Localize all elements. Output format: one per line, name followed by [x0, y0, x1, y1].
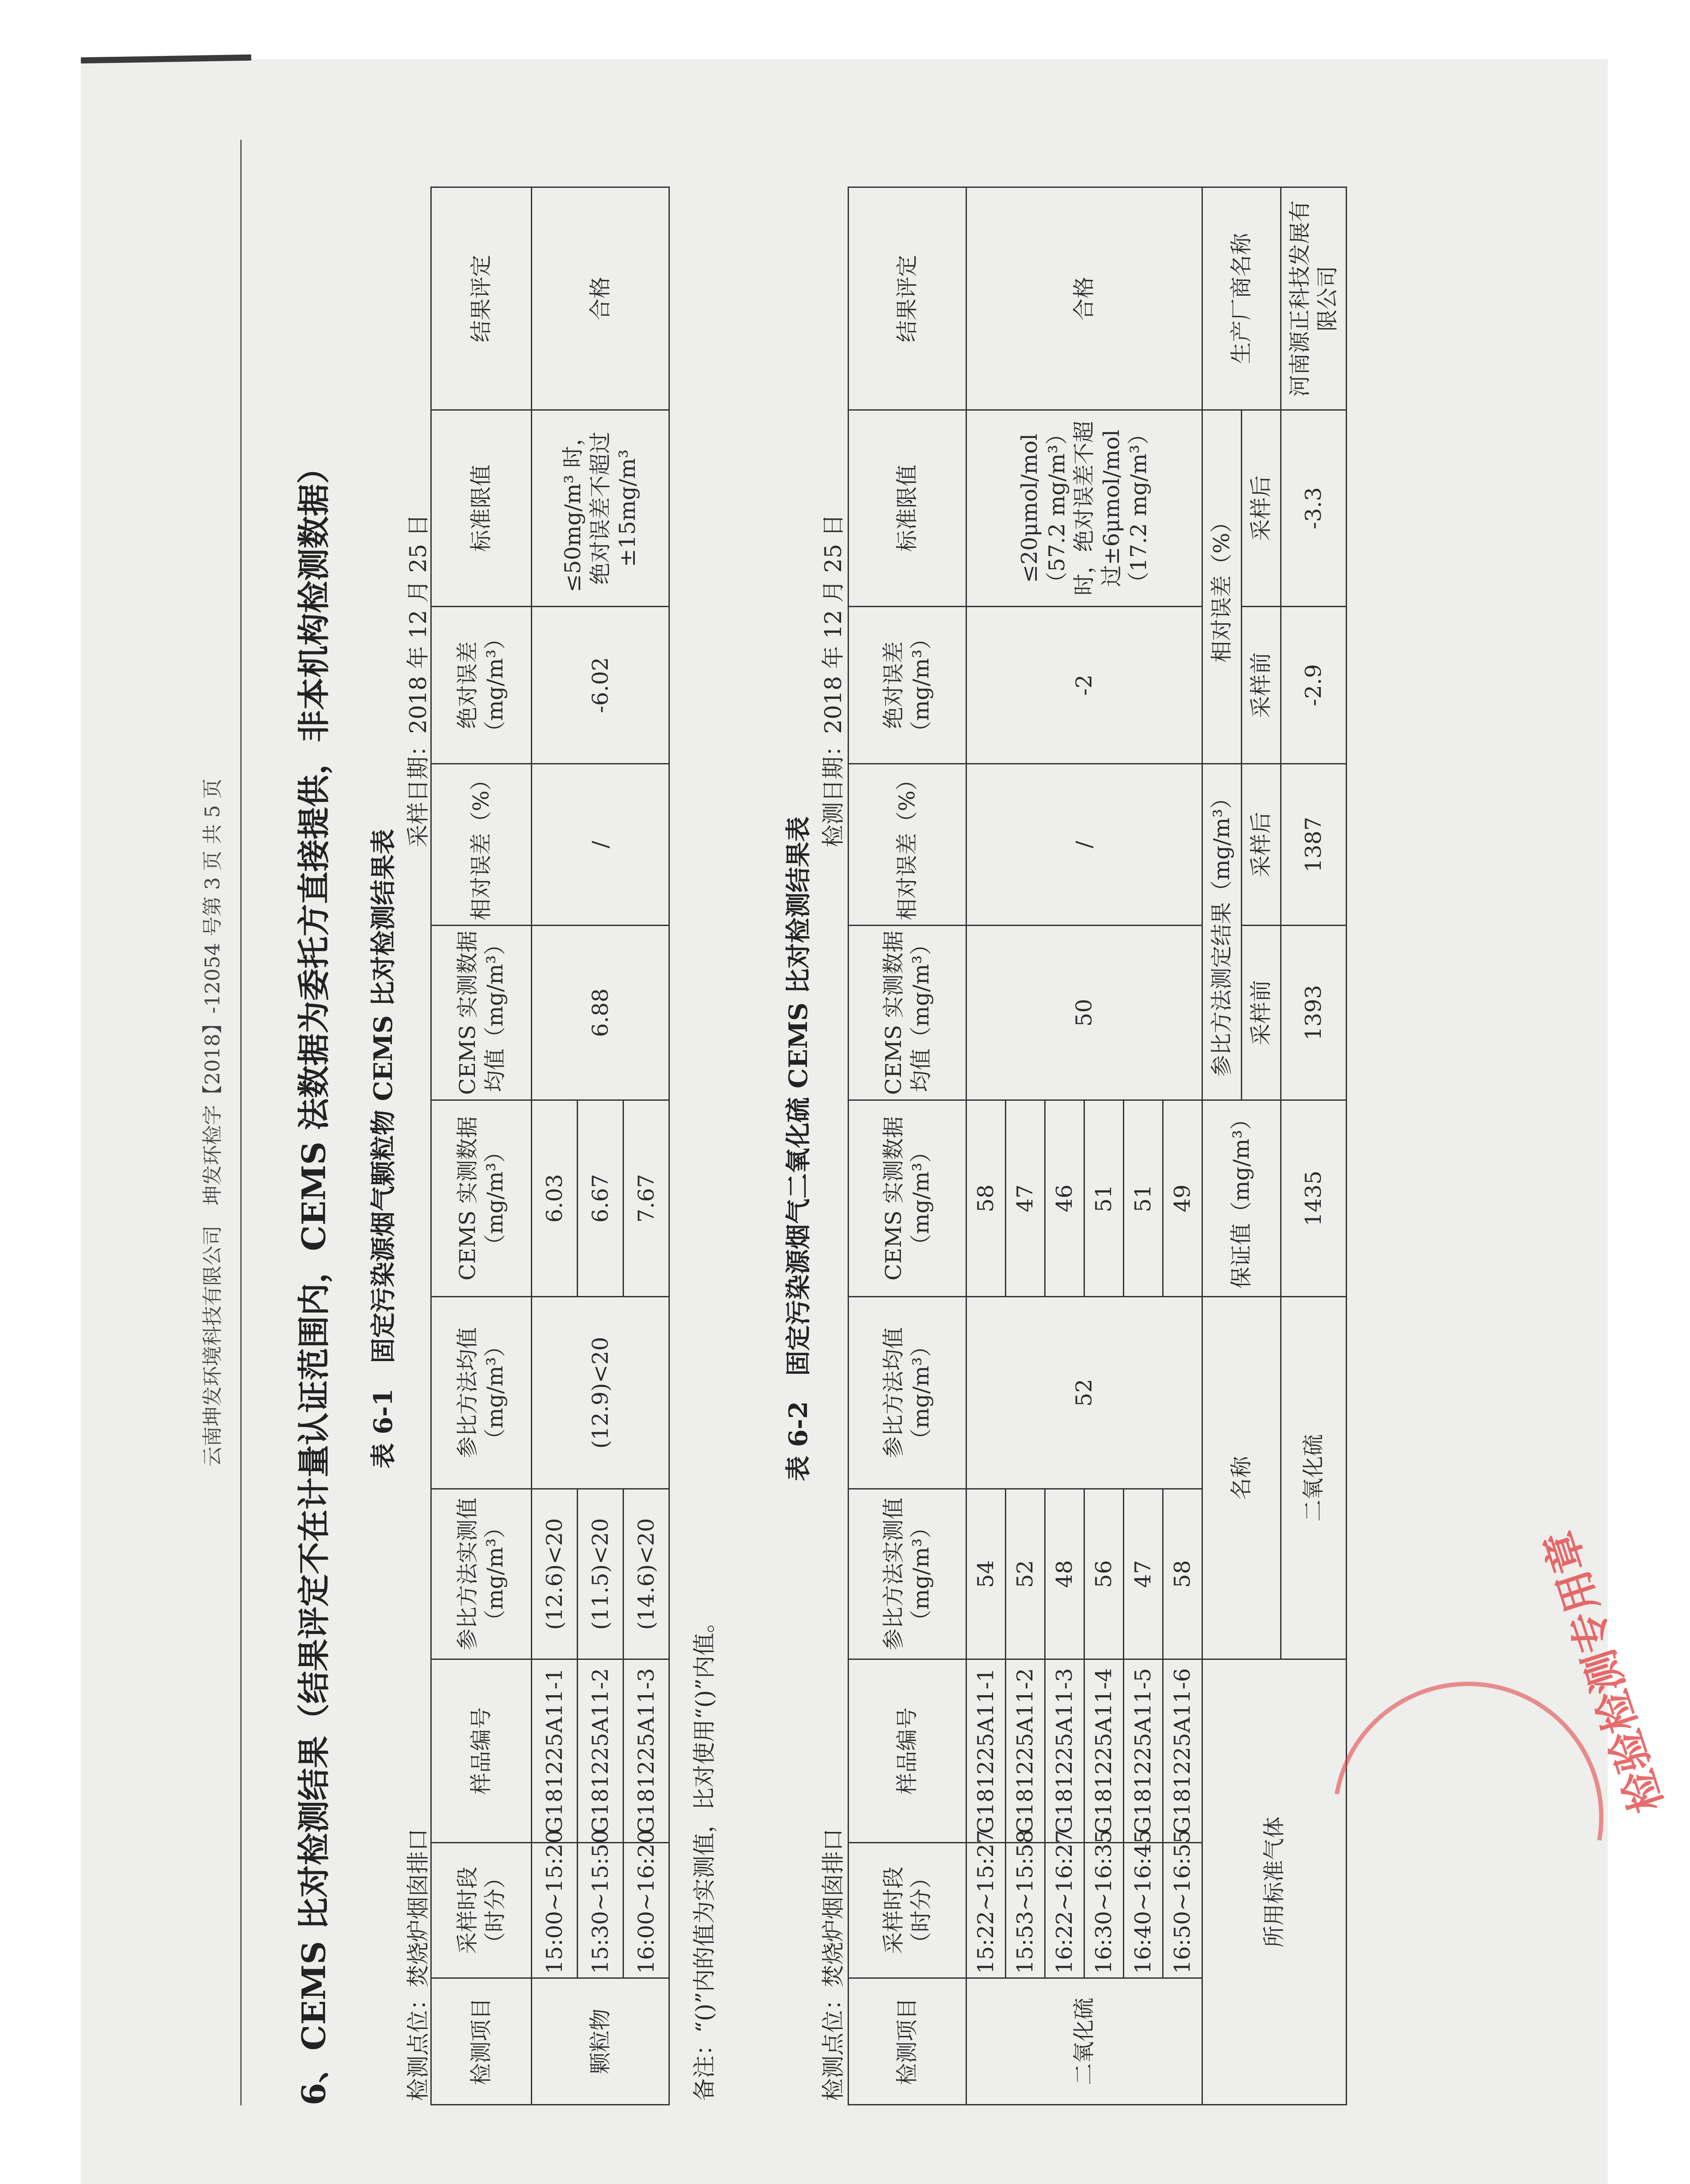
table-row — [966, 187, 1006, 2105]
time-cell: 16:22~16:27 — [1045, 1843, 1084, 1978]
cems-cell: 47 — [1006, 1100, 1045, 1297]
th-result: 结果评定 — [431, 187, 532, 410]
cems-cell: 6.03 — [532, 1100, 578, 1297]
gas-label-cell: 所用标准气体 — [1202, 1659, 1347, 2105]
table1-header-row — [431, 187, 532, 2105]
th-item: 检测项目 — [431, 1978, 532, 2105]
table1-note: 备注：“()”内的值为实测值，比对使用“()”内值。 — [692, 1610, 718, 2101]
table1-date: 采样日期：2018 年 12 月 25 日 — [405, 514, 432, 847]
ref-cell: 52 — [1006, 1489, 1045, 1659]
gas-cert-header: 保证值（mg/m³） — [1202, 1100, 1281, 1297]
ref-cell: 48 — [1045, 1489, 1084, 1659]
limit-cell: ≤20μmol/mol（57.2 mg/m³）时，绝对误差不超过±6μmol/mol（17.2 mg/m³） — [966, 410, 1202, 607]
gas-cert-cell: 1435 — [1281, 1100, 1347, 1297]
abs-err-cell: -2 — [966, 607, 1202, 764]
gas-rel-after-cell: -3.3 — [1281, 410, 1347, 607]
gas-rel-after-header: 采样后 — [1242, 410, 1281, 607]
table1-caption: 表 6-1 固定污染源烟气颗粒物 CEMS 比对检测结果表 — [368, 829, 398, 1469]
rel-err-cell: / — [532, 764, 669, 926]
table1 — [430, 187, 670, 2105]
result-cell: 合格 — [532, 187, 669, 410]
gas-header-row-1 — [1202, 187, 1242, 2105]
th-cems-mean: CEMS 实测数据均值（mg/m³） — [848, 926, 966, 1100]
sample-cell: G181225A11-3 — [623, 1659, 669, 1843]
ref-cell: (11.5)<20 — [578, 1489, 623, 1659]
gas-name-cell: 二氧化硫 — [1281, 1297, 1347, 1659]
th-sample: 样品编号 — [431, 1659, 532, 1843]
gas-ref-after-header: 采样后 — [1242, 764, 1281, 926]
item-cell: 颗粒物 — [532, 1978, 669, 2105]
th-cems: CEMS 实测数据（mg/m³） — [848, 1100, 966, 1297]
ref-cell: 58 — [1163, 1489, 1202, 1659]
gas-name-header: 名称 — [1202, 1297, 1281, 1659]
table2-date: 检测日期：2018 年 12 月 25 日 — [821, 514, 847, 847]
section-title: 6、CEMS 比对检测结果（结果评定不在计量认证范围内，CEMS 法数据为委托方直接提供，非本机构检测数据） — [295, 451, 333, 2105]
sample-cell: G181225A11-2 — [1006, 1659, 1045, 1843]
th-ref-mean: 参比方法均值（mg/m³） — [431, 1297, 532, 1489]
th-rel-err: 相对误差（%） — [848, 764, 966, 926]
result-cell: 合格 — [966, 187, 1202, 410]
gas-ref-after-cell: 1387 — [1281, 764, 1347, 926]
ref-cell: 56 — [1084, 1489, 1124, 1659]
gas-rel-before-header: 采样前 — [1242, 607, 1281, 764]
gas-rel-before-cell: -2.9 — [1281, 607, 1347, 764]
time-cell: 15:30~15:50 — [578, 1843, 623, 1978]
rel-err-cell: / — [966, 764, 1202, 926]
ref-mean-cell: 52 — [966, 1297, 1202, 1489]
sample-cell: G181225A11-4 — [1084, 1659, 1124, 1843]
time-cell: 15:00~15:20 — [532, 1843, 578, 1978]
th-time: 采样时段（时分） — [431, 1843, 532, 1978]
cems-cell: 49 — [1163, 1100, 1202, 1297]
time-cell: 15:53~15:58 — [1006, 1843, 1045, 1978]
gas-rel-err-header: 相对误差（%） — [1202, 410, 1242, 764]
gas-ref-before-cell: 1393 — [1281, 926, 1347, 1100]
cems-mean-cell: 6.88 — [532, 926, 669, 1100]
th-cems: CEMS 实测数据（mg/m³） — [431, 1100, 532, 1297]
cems-cell: 51 — [1084, 1100, 1124, 1297]
ref-cell: (12.6)<20 — [532, 1489, 578, 1659]
gas-ref-result-header: 参比方法测定结果（mg/m³） — [1202, 764, 1242, 1100]
inspection-stamp: 检验检测专用章 — [1534, 1524, 1673, 1819]
ref-mean-cell: (12.9)<20 — [532, 1297, 669, 1489]
th-cems-mean: CEMS 实测数据均值（mg/m³） — [431, 926, 532, 1100]
time-cell: 16:30~16:35 — [1084, 1843, 1124, 1978]
th-ref-mean: 参比方法均值（mg/m³） — [848, 1297, 966, 1489]
time-cell: 16:50~16:55 — [1163, 1843, 1202, 1978]
time-cell: 16:40~16:45 — [1124, 1843, 1163, 1978]
gas-maker-header: 生产厂商名称 — [1202, 187, 1281, 410]
sample-cell: G181225A11-5 — [1124, 1659, 1163, 1843]
ref-cell: 54 — [966, 1489, 1006, 1659]
item-cell: 二氧化硫 — [966, 1978, 1202, 2105]
th-limit: 标准限值 — [431, 410, 532, 607]
th-abs-err: 绝对误差（mg/m³） — [848, 607, 966, 764]
table-row — [532, 187, 578, 2105]
time-cell: 15:22~15:27 — [966, 1843, 1006, 1978]
cems-cell: 58 — [966, 1100, 1006, 1297]
table1-location: 检测点位：焚烧炉烟囱排口 — [405, 1828, 432, 2101]
sample-cell: G181225A11-2 — [578, 1659, 623, 1843]
table2-caption: 表 6-2 固定污染源烟气二氧化硫 CEMS 比对检测结果表 — [783, 816, 813, 1481]
limit-cell: ≤50mg/m³ 时，绝对误差不超过±15mg/m³ — [532, 410, 669, 607]
th-rel-err: 相对误差（%） — [431, 764, 532, 926]
header-rule — [240, 140, 242, 2105]
th-time: 采样时段（时分） — [848, 1843, 966, 1978]
sample-cell: G181225A11-3 — [1045, 1659, 1084, 1843]
th-ref: 参比方法实测值（mg/m³） — [431, 1489, 532, 1659]
cems-mean-cell: 50 — [966, 926, 1202, 1100]
cems-cell: 6.67 — [578, 1100, 623, 1297]
th-sample: 样品编号 — [848, 1659, 966, 1843]
cems-cell: 7.67 — [623, 1100, 669, 1297]
table2-location: 检测点位：焚烧炉烟囱排口 — [821, 1828, 847, 2101]
sample-cell: G181225A11-1 — [532, 1659, 578, 1843]
cems-cell: 51 — [1124, 1100, 1163, 1297]
table2 — [848, 187, 1347, 2105]
th-abs-err: 绝对误差（mg/m³） — [431, 607, 532, 764]
sample-cell: G181225A11-6 — [1163, 1659, 1202, 1843]
abs-err-cell: -6.02 — [532, 607, 669, 764]
sample-cell: G181225A11-1 — [966, 1659, 1006, 1843]
ref-cell: 47 — [1124, 1489, 1163, 1659]
page-header: 云南坤发环境科技有限公司 坤发环检字【2018】-12054 号第 3 页 共 5 页 — [201, 778, 224, 1467]
th-item: 检测项目 — [848, 1978, 966, 2105]
gas-maker-cell: 河南源正科技发展有限公司 — [1281, 187, 1347, 410]
gas-ref-before-header: 采样前 — [1242, 926, 1281, 1100]
table2-header-row — [848, 187, 966, 2105]
cems-cell: 46 — [1045, 1100, 1084, 1297]
th-result: 结果评定 — [848, 187, 966, 410]
th-ref: 参比方法实测值（mg/m³） — [848, 1489, 966, 1659]
th-limit: 标准限值 — [848, 410, 966, 607]
time-cell: 16:00~16:20 — [623, 1843, 669, 1978]
ref-cell: (14.6)<20 — [623, 1489, 669, 1659]
